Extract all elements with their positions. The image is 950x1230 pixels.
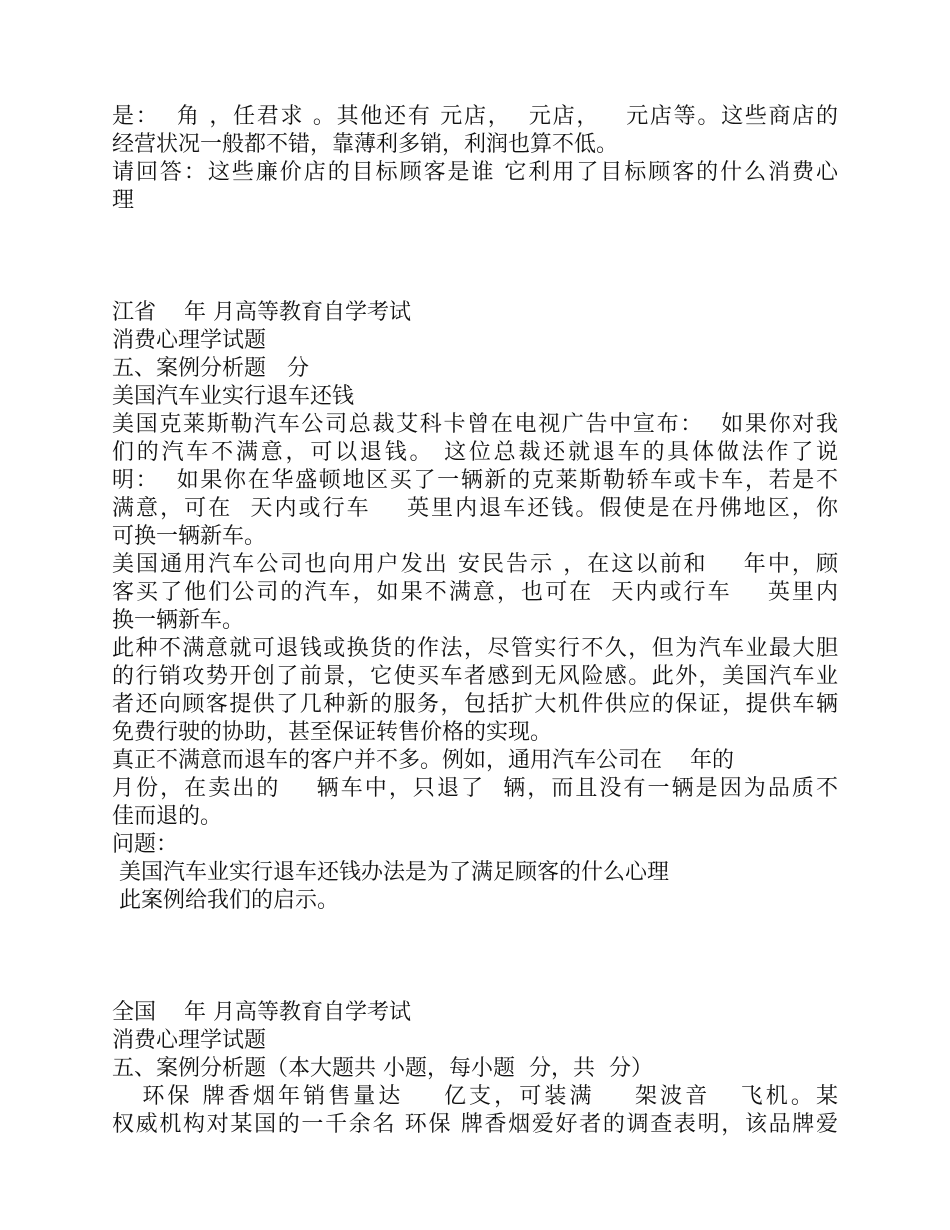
text-line: 们的汽车不满意，可以退钱。 这位总裁还就退车的具体做法作了说 <box>112 440 838 465</box>
text-line: 此种不满意就可退钱或换货的作法，尽管实行不久，但为汽车业最大胆 <box>112 636 838 661</box>
text-line: 者还向顾客提供了几种新的服务，包括扩大机件供应的保证，提供车辆 <box>112 692 838 717</box>
text-line: 美国通用汽车公司也向用户发出 安民告示 ，在这以前和 年中，顾 <box>112 552 838 577</box>
text-line: 月份，在卖出的 辆车中，只退了 辆，而且没有一辆是因为品质不 <box>112 776 838 801</box>
spacer <box>112 915 838 999</box>
text-line: 明： 如果你在华盛顿地区买了一辆新的克莱斯勒轿车或卡车，若是不 <box>112 468 838 493</box>
question-line: 理 <box>112 188 135 213</box>
text-line: 的行销攻势开创了前景，它使买车者感到无风险感。此外，美国汽车业 <box>112 664 838 689</box>
spacer <box>112 215 838 299</box>
question-item: 此案例给我们的启示。 <box>112 888 340 913</box>
text-line: 真正不满意而退车的客户并不多。例如，通用汽车公司在 年的 <box>112 748 734 773</box>
text-line: 满意，可在 天内或行车 英里内退车还钱。假使是在丹佛地区，你 <box>112 496 838 521</box>
exam-title: 江省 年 月高等教育自学考试 <box>112 300 411 325</box>
text-line: 佳而退的。 <box>112 804 223 829</box>
question-label: 问题： <box>112 832 179 857</box>
part-heading: 五、案例分析题（本大题共 小题，每小题 分，共 分） <box>112 1056 653 1081</box>
text-line: 是： 角 ，任君求 。其他还有 元店， 元店， 元店等。这些商店的 <box>112 104 838 129</box>
text-line: 换一辆新车。 <box>112 608 245 633</box>
text-line: 美国克莱斯勒汽车公司总裁艾科卡曾在电视广告中宣布： 如果你对我 <box>112 412 838 437</box>
exam-title: 全国 年 月高等教育自学考试 <box>112 1000 411 1025</box>
document-page <box>112 103 838 1139</box>
case-title: 美国汽车业实行退车还钱 <box>112 384 355 409</box>
text-line: 权威机构对某国的一千余名 环保 牌香烟爱好者的调查表明，该品牌爱 <box>112 1112 838 1137</box>
text-line: 经营状况一般都不错，靠薄利多销，利润也算不低。 <box>112 132 619 157</box>
question-item: 美国汽车业实行退车还钱办法是为了满足顾客的什么心理 <box>112 860 670 885</box>
part-heading: 五、案例分析题 分 <box>112 356 309 381</box>
question-line: 请回答：这些廉价店的目标顾客是谁 它利用了目标顾客的什么消费心 <box>112 160 838 185</box>
subject-title: 消费心理学试题 <box>112 328 267 353</box>
text-line: 免费行驶的协助，甚至保证转售价格的实现。 <box>112 720 553 745</box>
text-line: 可换一辆新车。 <box>112 524 267 549</box>
text-line: 环保 牌香烟年销售量达 亿支，可装满 架波音 飞机。某 <box>112 1084 838 1109</box>
text-line: 客买了他们公司的汽车，如果不满意，也可在 天内或行车 英里内 <box>112 580 838 605</box>
subject-title: 消费心理学试题 <box>112 1028 267 1053</box>
